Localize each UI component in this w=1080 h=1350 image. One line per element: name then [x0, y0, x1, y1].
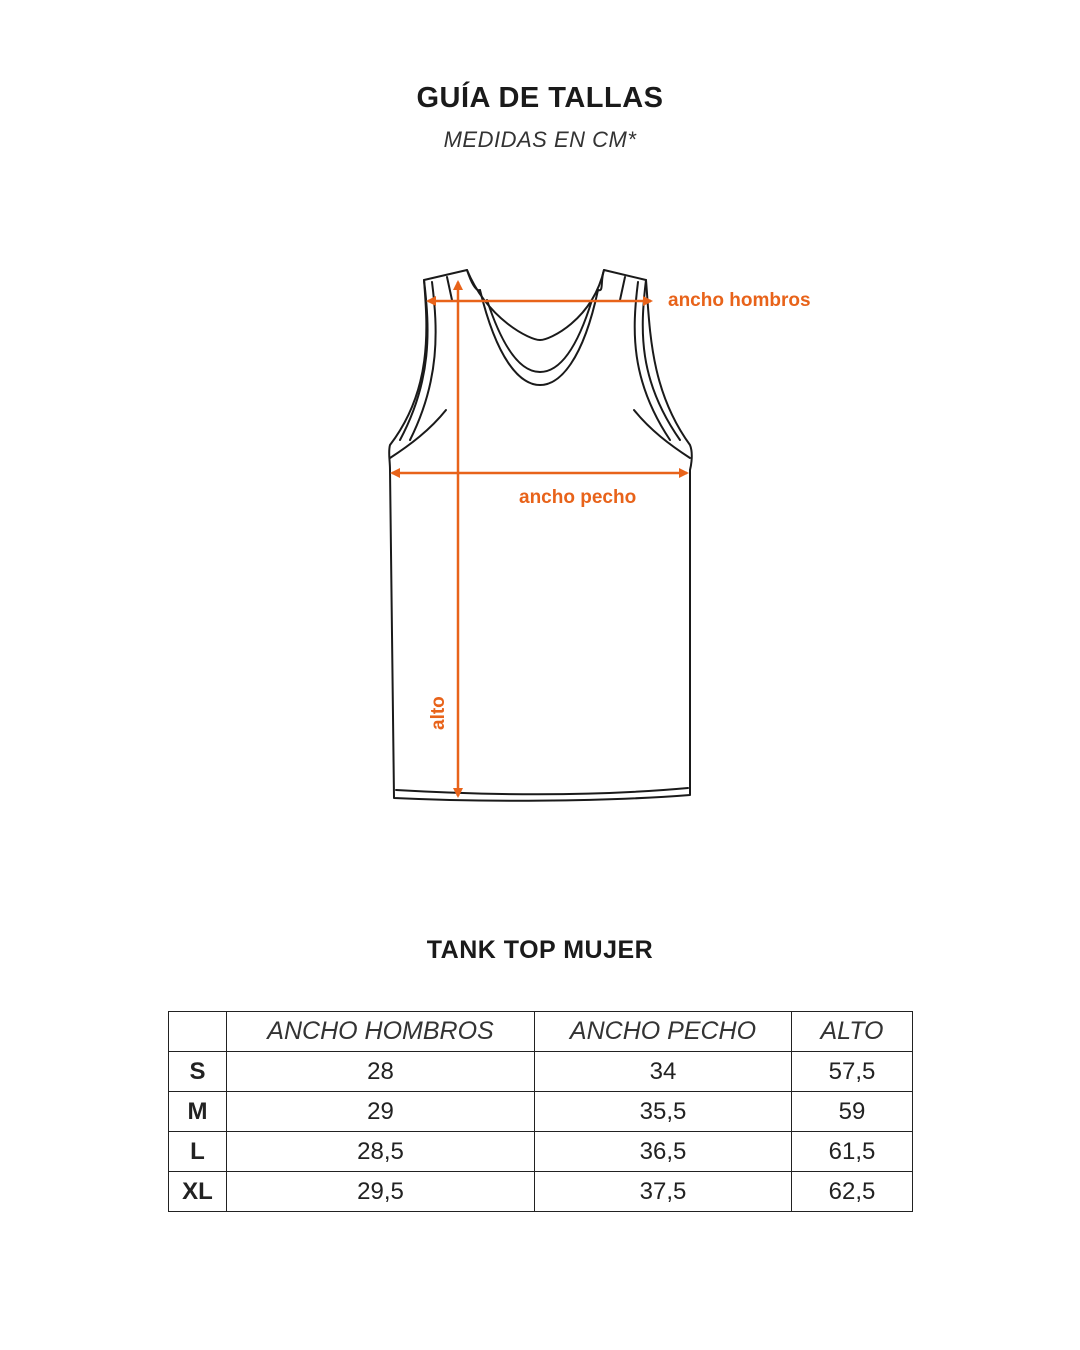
header-cell-alto: ALTO	[792, 1012, 913, 1052]
ancho-pecho-cell: 36,5	[535, 1132, 792, 1172]
table-row	[169, 1132, 913, 1172]
ancho-hombros-cell: 29	[227, 1092, 535, 1132]
size-cell: M	[169, 1092, 227, 1132]
ancho-pecho-cell: 35,5	[535, 1092, 792, 1132]
ancho-hombros-cell: 28,5	[227, 1132, 535, 1172]
chest-width-label: ancho pecho	[519, 487, 637, 508]
header-cell-ancho-pecho: ANCHO PECHO	[535, 1012, 792, 1052]
table-row	[169, 1172, 913, 1212]
size-cell: XL	[169, 1172, 227, 1212]
table-row	[169, 1052, 913, 1092]
header-cell-ancho-hombros: ANCHO HOMBROS	[227, 1012, 535, 1052]
header-cell-empty	[169, 1012, 227, 1052]
table-row	[169, 1092, 913, 1132]
ancho-hombros-cell: 28	[227, 1052, 535, 1092]
ancho-pecho-cell: 37,5	[535, 1172, 792, 1212]
alto-cell: 61,5	[792, 1132, 913, 1172]
page-title: GUÍA DE TALLAS	[416, 82, 664, 114]
ancho-hombros-cell: 29,5	[227, 1172, 535, 1212]
page-subtitle: MEDIDAS EN CM*	[443, 127, 637, 152]
table-header-row	[169, 1012, 913, 1052]
alto-cell: 59	[792, 1092, 913, 1132]
size-cell: L	[169, 1132, 227, 1172]
alto-cell: 57,5	[792, 1052, 913, 1092]
size-table	[168, 1011, 913, 1212]
alto-cell: 62,5	[792, 1172, 913, 1212]
size-cell: S	[169, 1052, 227, 1092]
shoulder-width-label: ancho hombros	[668, 290, 811, 311]
height-label: alto	[428, 696, 449, 730]
ancho-pecho-cell: 34	[535, 1052, 792, 1092]
product-title: TANK TOP MUJER	[426, 936, 654, 964]
